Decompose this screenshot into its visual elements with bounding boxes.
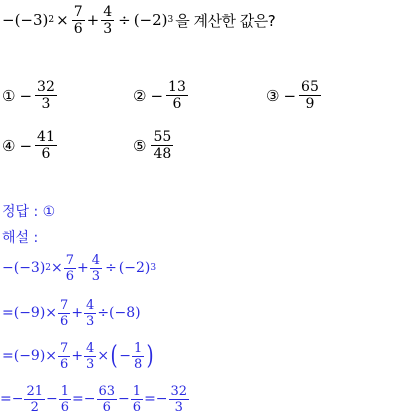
line3-fraction-1: [58, 342, 70, 371]
line3-lead: =(−9)×: [2, 348, 58, 364]
choice-3-marker: ③: [266, 86, 280, 105]
line4-f1-den: 2: [30, 399, 39, 415]
choice-5-num: 55: [153, 129, 172, 145]
choice-5-den: 48: [153, 146, 172, 162]
line4-minus-1: −: [46, 391, 58, 407]
line4-f3-den: 6: [102, 399, 111, 415]
line3-left-paren: (: [110, 341, 118, 371]
line1-plus: +: [77, 260, 89, 276]
choice-1-fraction: [35, 80, 57, 111]
line4-f1-num: 21: [26, 383, 44, 399]
line4-f5-den: 3: [174, 399, 183, 415]
question-fraction-1-num: 7: [73, 3, 83, 20]
line2-fraction-2: [84, 299, 96, 328]
line4-fraction-4: [131, 385, 143, 414]
line3-times: ×: [97, 348, 110, 364]
choice-5-marker: ⑤: [133, 136, 147, 155]
line3-f2-num: 4: [86, 340, 95, 356]
line2-f2-den: 3: [86, 313, 95, 329]
line4-f2-num: 1: [60, 383, 70, 399]
question-fraction-2: [101, 5, 114, 36]
choice-3[interactable]: [266, 80, 322, 111]
question-fraction-2-num: 4: [103, 3, 113, 20]
choice-3-sign: −: [283, 86, 297, 105]
line4-eq3: =−: [144, 391, 168, 407]
question: −(−3) 2 × $\frac{7}{6}$ + $\frac{4}{3}$ ÷ (−2) 3 을 계산한 값은?: [2, 3, 276, 37]
line1-fraction-2: [90, 254, 102, 283]
line1-fraction-1: [64, 254, 76, 283]
question-suffix: 을 계산한 값은?: [175, 11, 276, 30]
choice-3-den: 9: [305, 96, 315, 112]
line3-f3-num: 1: [133, 340, 143, 356]
question-plus: +: [86, 11, 100, 29]
line3-right-paren: ): [146, 341, 154, 371]
choice-4-sign: −: [19, 136, 33, 155]
choice-5-fraction: [151, 130, 173, 161]
line1-divide: ÷: [105, 260, 117, 276]
line1-f1-num: 7: [65, 252, 75, 268]
question-fraction-1: [72, 5, 85, 36]
answer-label: 정답 : ①: [2, 204, 56, 220]
line2-fraction-1: [58, 299, 70, 328]
question-expr-b: (−2): [133, 11, 168, 29]
choice-1-sign: −: [19, 86, 33, 105]
choice-2-marker: ②: [133, 86, 147, 105]
question-fraction-2-den: 3: [103, 20, 113, 37]
line2-f2-num: 4: [86, 297, 95, 313]
choice-4[interactable]: [2, 130, 58, 161]
line3-f1-den: 6: [60, 356, 69, 372]
choice-2-fraction: [166, 80, 188, 111]
line3-f1-num: 7: [60, 340, 69, 356]
choice-2-den: 6: [172, 96, 182, 112]
question-times: ×: [56, 11, 69, 29]
solution-line-3: [2, 338, 155, 374]
line1-f1-den: 6: [65, 268, 75, 284]
choice-1-den: 3: [41, 96, 51, 112]
line4-fraction-1: [24, 385, 45, 414]
line2-tail: ÷(−8): [97, 305, 141, 321]
choice-4-num: 41: [37, 129, 55, 145]
line1-times: ×: [51, 260, 63, 276]
solution-line-4: [0, 381, 190, 417]
choice-1-num: 32: [37, 79, 55, 95]
line1-b: (−2): [118, 260, 151, 276]
line3-fraction-3: [132, 342, 144, 371]
choice-2[interactable]: [133, 80, 189, 111]
line3-fraction-2: [84, 342, 96, 371]
line4-f5-num: 32: [170, 383, 188, 399]
line1-f2-num: 4: [91, 252, 101, 268]
line4-fraction-5: [169, 385, 190, 414]
choice-4-marker: ④: [2, 136, 16, 155]
choice-1-marker: ①: [2, 86, 16, 105]
line3-plus: +: [71, 348, 84, 364]
line3-minus: −: [119, 348, 131, 364]
line4-fraction-3: [97, 385, 118, 414]
line1-a: −(−3): [2, 260, 46, 276]
choice-4-fraction: [35, 130, 57, 161]
line3-f3-den: 8: [133, 356, 143, 372]
choice-3-fraction: [299, 80, 321, 111]
choice-4-den: 6: [41, 146, 51, 162]
choice-2-num: 13: [168, 79, 186, 95]
line4-minus-2: −: [118, 391, 130, 407]
choice-3-num: 65: [301, 79, 319, 95]
line2-f1-num: 7: [60, 297, 69, 313]
line4-f3-num: 63: [98, 383, 116, 399]
line4-eq1: =−: [0, 391, 24, 407]
line2-lead: =(−9)×: [2, 305, 58, 321]
question-expr-a: −(−3): [2, 11, 49, 29]
choice-2-sign: −: [150, 86, 164, 105]
question-fraction-1-den: 6: [73, 20, 83, 37]
solution-line-2: [2, 295, 141, 331]
line4-f4-num: 1: [132, 383, 142, 399]
choice-5[interactable]: [133, 130, 174, 161]
line4-f2-den: 6: [60, 399, 70, 415]
solution-line-1: −(−3) 2 × $\frac{7}{6}$ + $\frac{4}{3}$ ÷ (−2) 3: [2, 252, 157, 284]
line4-eq2: =−: [72, 391, 96, 407]
line4-fraction-2: [59, 385, 71, 414]
question-divide: ÷: [118, 11, 131, 29]
line1-f2-den: 3: [91, 268, 101, 284]
explanation-label: 해설 :: [2, 230, 39, 246]
line2-f1-den: 6: [60, 313, 69, 329]
line3-f2-den: 3: [86, 356, 95, 372]
line2-plus: +: [71, 305, 84, 321]
choice-1[interactable]: [2, 80, 58, 111]
line4-f4-den: 6: [132, 399, 142, 415]
